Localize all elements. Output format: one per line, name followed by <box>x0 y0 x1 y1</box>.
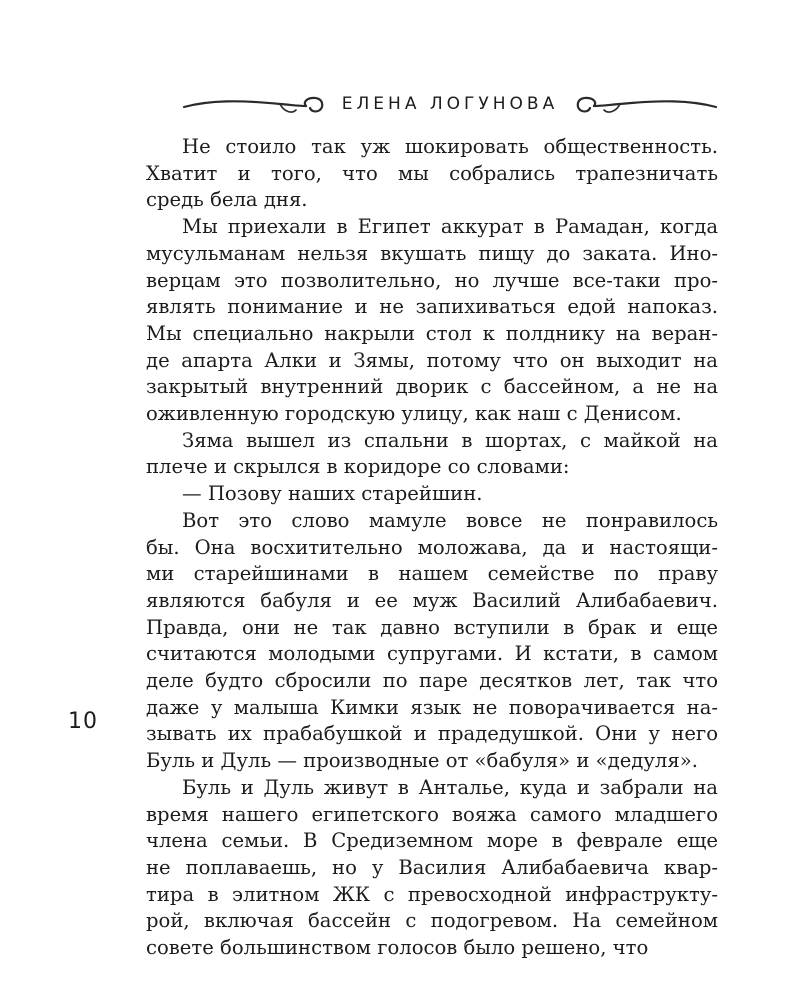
text-line: верцам это позволительно, но лучше все-таки про- <box>146 268 718 292</box>
text-line: — Позову наших старейшин. <box>182 482 483 506</box>
flourish-right-icon <box>570 88 720 124</box>
text-line: Вот это слово мамуле вовсе не понравилось <box>182 508 718 532</box>
text-line: являть понимание и не запихиваться едой напоказ. <box>146 295 718 319</box>
text-line: члена семьи. В Средиземном море в феврале еще <box>146 829 718 853</box>
text-line: являются бабуля и ее муж Василий Алибабаевич. <box>146 588 718 612</box>
text-line: мусульманам нельзя вкушать пищу до заката. Ино- <box>146 241 718 265</box>
text-line: рой, включая бассейн с подогревом. На семейном <box>146 909 718 933</box>
text-line: бы. Она восхитительно моложава, да и настоящи- <box>146 535 718 559</box>
text-line: тира в элитном ЖК с превосходной инфраструкту- <box>146 882 718 906</box>
text-line: Хватит и того, что мы собрались трапезничать <box>146 161 718 185</box>
text-line: Буль и Дуль живут в Анталье, куда и забрали на <box>182 775 718 799</box>
text-line: Не стоило так уж шокировать общественность. <box>182 135 718 158</box>
text-line: совете большинством голосов было решено, что <box>146 936 649 960</box>
running-header <box>180 88 720 124</box>
text-line: деле будто сбросили по паре десятков лет, так что <box>146 669 718 693</box>
text-line: не поплаваешь, но у Василия Алибабаевича квар- <box>146 855 718 879</box>
text-line: ми старейшинами в нашем семействе по праву <box>146 562 718 586</box>
text-line: считаются молодыми супругами. И кстати, в самом <box>146 642 718 666</box>
text-line: Зяма вышел из спальни в шортах, с майкой на <box>182 428 718 452</box>
body-text <box>146 134 718 962</box>
text-line: зывать их прабабушкой и прадедушкой. Они у него <box>146 722 718 746</box>
text-line: Правда, они не так давно вступили в брак и еще <box>146 615 718 639</box>
text-line: время нашего египетского вояжа самого младшего <box>146 802 718 826</box>
text-line: средь бела дня. <box>146 188 308 212</box>
text-line: оживленную городскую улицу, как наш с Денисом. <box>146 402 682 426</box>
text-line: плече и скрылся в коридоре со словами: <box>146 455 570 479</box>
text-line: де апарта Алки и Зямы, потому что он выходит на <box>146 348 718 372</box>
text-line: Буль и Дуль — производные от «бабуля» и «дедуля». <box>146 749 698 773</box>
running-header-author: ЕЛЕНА ЛОГУНОВА <box>341 94 559 114</box>
text-line: закрытый внутренний дворик с бассейном, а не на <box>146 375 718 399</box>
page-number: 10 <box>68 709 98 734</box>
text-line: даже у малыша Кимки язык не поворачивается на- <box>146 695 718 719</box>
text-line: Мы специально накрыли стол к полднику на веран- <box>146 321 718 345</box>
text-line: Мы приехали в Египет аккурат в Рамадан, когда <box>182 215 718 239</box>
